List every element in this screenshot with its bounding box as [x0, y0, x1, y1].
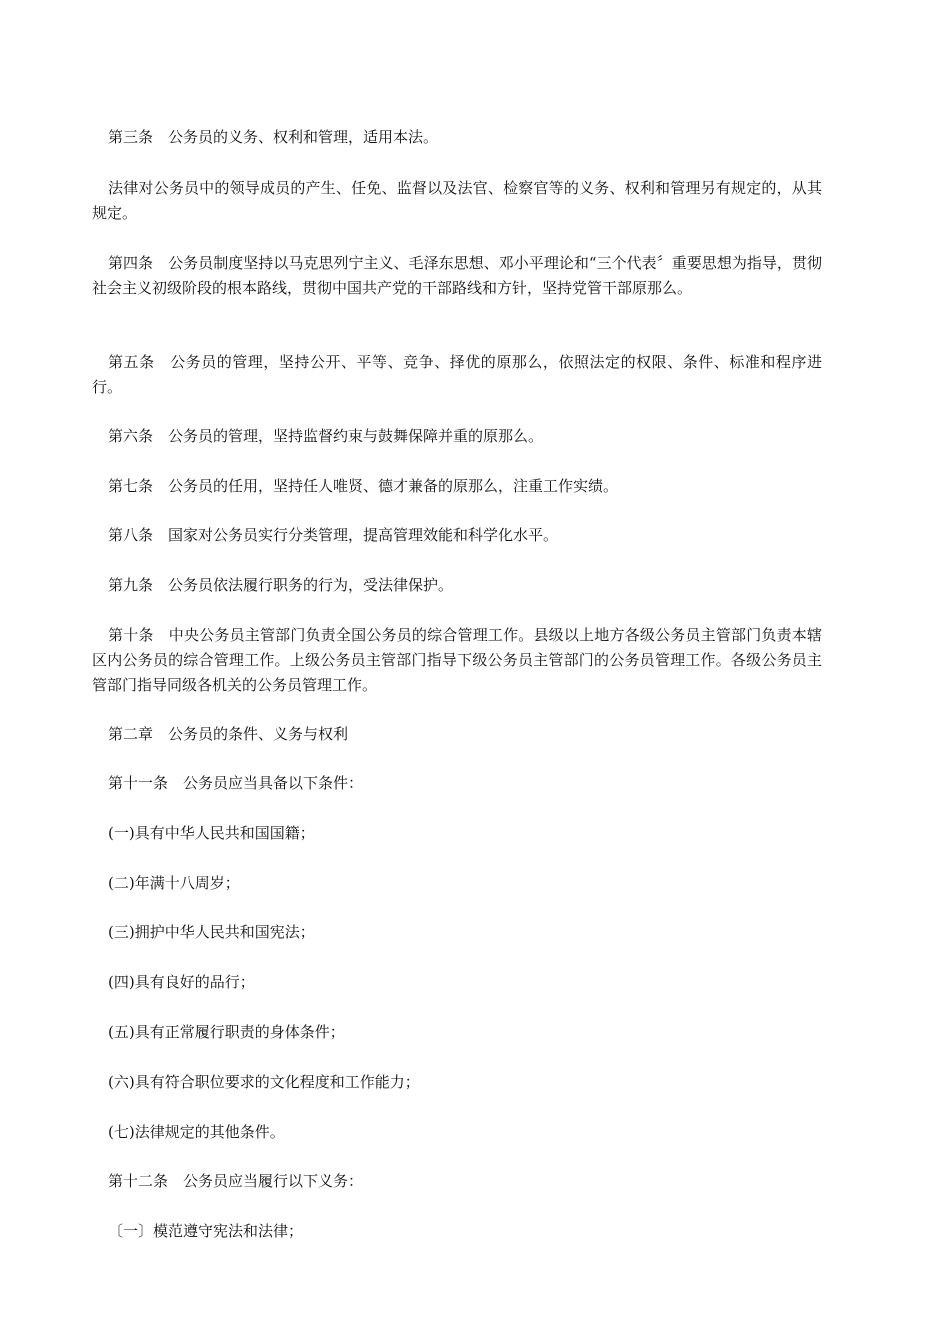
- article-11-item-5: (五)具有正常履行职责的身体条件；: [108, 1023, 345, 1041]
- article-6-paragraph: 第六条 公务员的管理，坚持监督约束与鼓舞保障并重的原那么。: [108, 427, 544, 445]
- article-12-paragraph: 第十二条 公务员应当履行以下义务：: [108, 1172, 364, 1190]
- article-7-paragraph: 第七条 公务员的任用，坚持任人唯贤、德才兼备的原那么，注重工作实绩。: [108, 477, 619, 495]
- article-8-paragraph: 第八条 国家对公务员实行分类管理，提高管理效能和科学化水平。: [108, 526, 559, 544]
- article-11-paragraph: 第十一条 公务员应当具备以下条件：: [108, 774, 364, 792]
- article-11-item-4: (四)具有良好的品行；: [108, 973, 255, 991]
- article-11-item-6: (六)具有符合职位要求的文化程度和工作能力；: [108, 1073, 420, 1091]
- article-11-item-3: (三)拥护中华人民共和国宪法；: [108, 923, 315, 941]
- article-11-item-7: (七)法律规定的其他条件。: [108, 1123, 285, 1141]
- article-3-paragraph: 第三条 公务员的义务、权利和管理，适用本法。: [108, 128, 439, 146]
- article-3-clause-paragraph: 法律对公务员中的领导成员的产生、任免、监督以及法官、检察官等的义务、权利和管理另有规定的，从其规定。: [92, 179, 822, 222]
- article-9-paragraph: 第九条 公务员依法履行职务的行为，受法律保护。: [108, 576, 454, 594]
- article-5-paragraph: 第五条 公务员的管理，坚持公开、平等、竞争、择优的原那么，依照法定的权限、条件、标准和程序进行。: [92, 353, 822, 396]
- article-4-paragraph: 第四条 公务员制度坚持以马克思列宁主义、毛泽东思想、邓小平理论和“三个代表〞重要思想为指导，贯彻社会主义初级阶段的根本路线，贯彻中国共产党的干部路线和方针，坚持党管干部原那么。: [92, 254, 822, 297]
- chapter-2-heading: 第二章 公务员的条件、义务与权利: [108, 725, 349, 743]
- article-10-paragraph: 第十条 中央公务员主管部门负责全国公务员的综合管理工作。县级以上地方各级公务员主管部门负责本辖区内公务员的综合管理工作。上级公务员主管部门指导下级公务员主管部门的公务员管理工作。各级公务员主管部门指导同级各机关的公务员管理工作。: [92, 626, 822, 694]
- article-12-item-1: 〔一〕模范遵守宪法和法律；: [108, 1222, 304, 1240]
- article-11-item-1: (一)具有中华人民共和国国籍；: [108, 824, 315, 842]
- article-11-item-2: (二)年满十八周岁；: [108, 874, 240, 892]
